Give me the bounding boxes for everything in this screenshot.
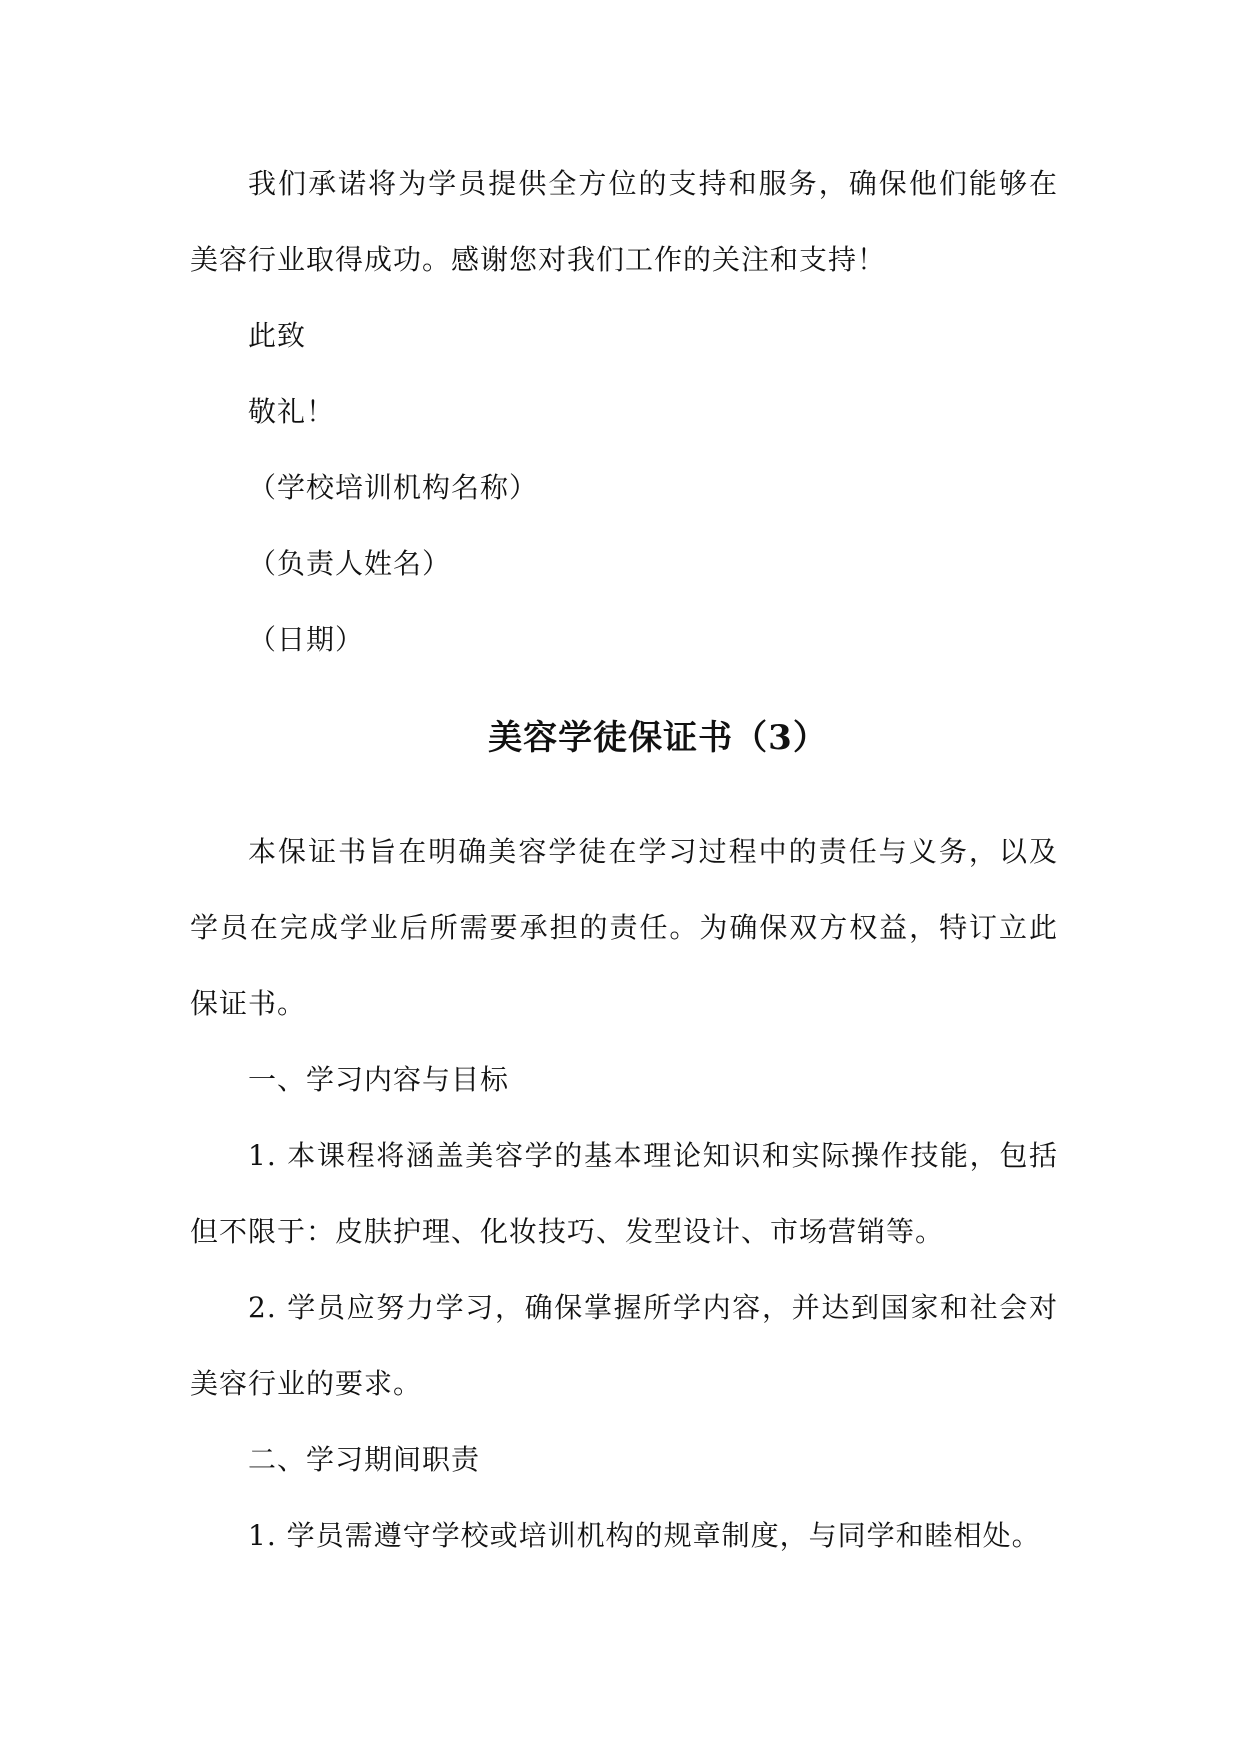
document-body <box>190 146 1058 1574</box>
signature-date: （日期） <box>248 623 365 656</box>
signature-organization: （学校培训机构名称） <box>248 471 539 504</box>
salutation-jing-li: 敬礼！ <box>248 395 336 428</box>
list-item-follow-rules: 1. 学员需遵守学校或培训机构的规章制度，与同学和睦相处。 <box>248 1519 1041 1552</box>
list-item-course-content: 1. 本课程将涵盖美容学的基本理论知识和实际操作技能，包括但不限于：皮肤护理、化妆技巧、发型设计、市场营销等。 <box>190 1139 1058 1248</box>
closing-paragraph: 我们承诺将为学员提供全方位的支持和服务，确保他们能够在美容行业取得成功。感谢您对我们工作的关注和支持！ <box>190 167 1058 276</box>
heading-study-duties: 二、学习期间职责 <box>248 1443 481 1476</box>
heading-study-content: 一、学习内容与目标 <box>248 1063 510 1096</box>
list-item-study-requirement: 2. 学员应努力学习，确保掌握所学内容，并达到国家和社会对美容行业的要求。 <box>190 1291 1058 1400</box>
intro-paragraph: 本保证书旨在明确美容学徒在学习过程中的责任与义务，以及学员在完成学业后所需要承担的责任。为确保双方权益，特订立此保证书。 <box>190 835 1058 1020</box>
section-title: 美容学徒保证书（3） <box>488 718 828 758</box>
signature-person: （负责人姓名） <box>248 547 452 580</box>
salutation-ci-zhi: 此致 <box>248 319 307 352</box>
